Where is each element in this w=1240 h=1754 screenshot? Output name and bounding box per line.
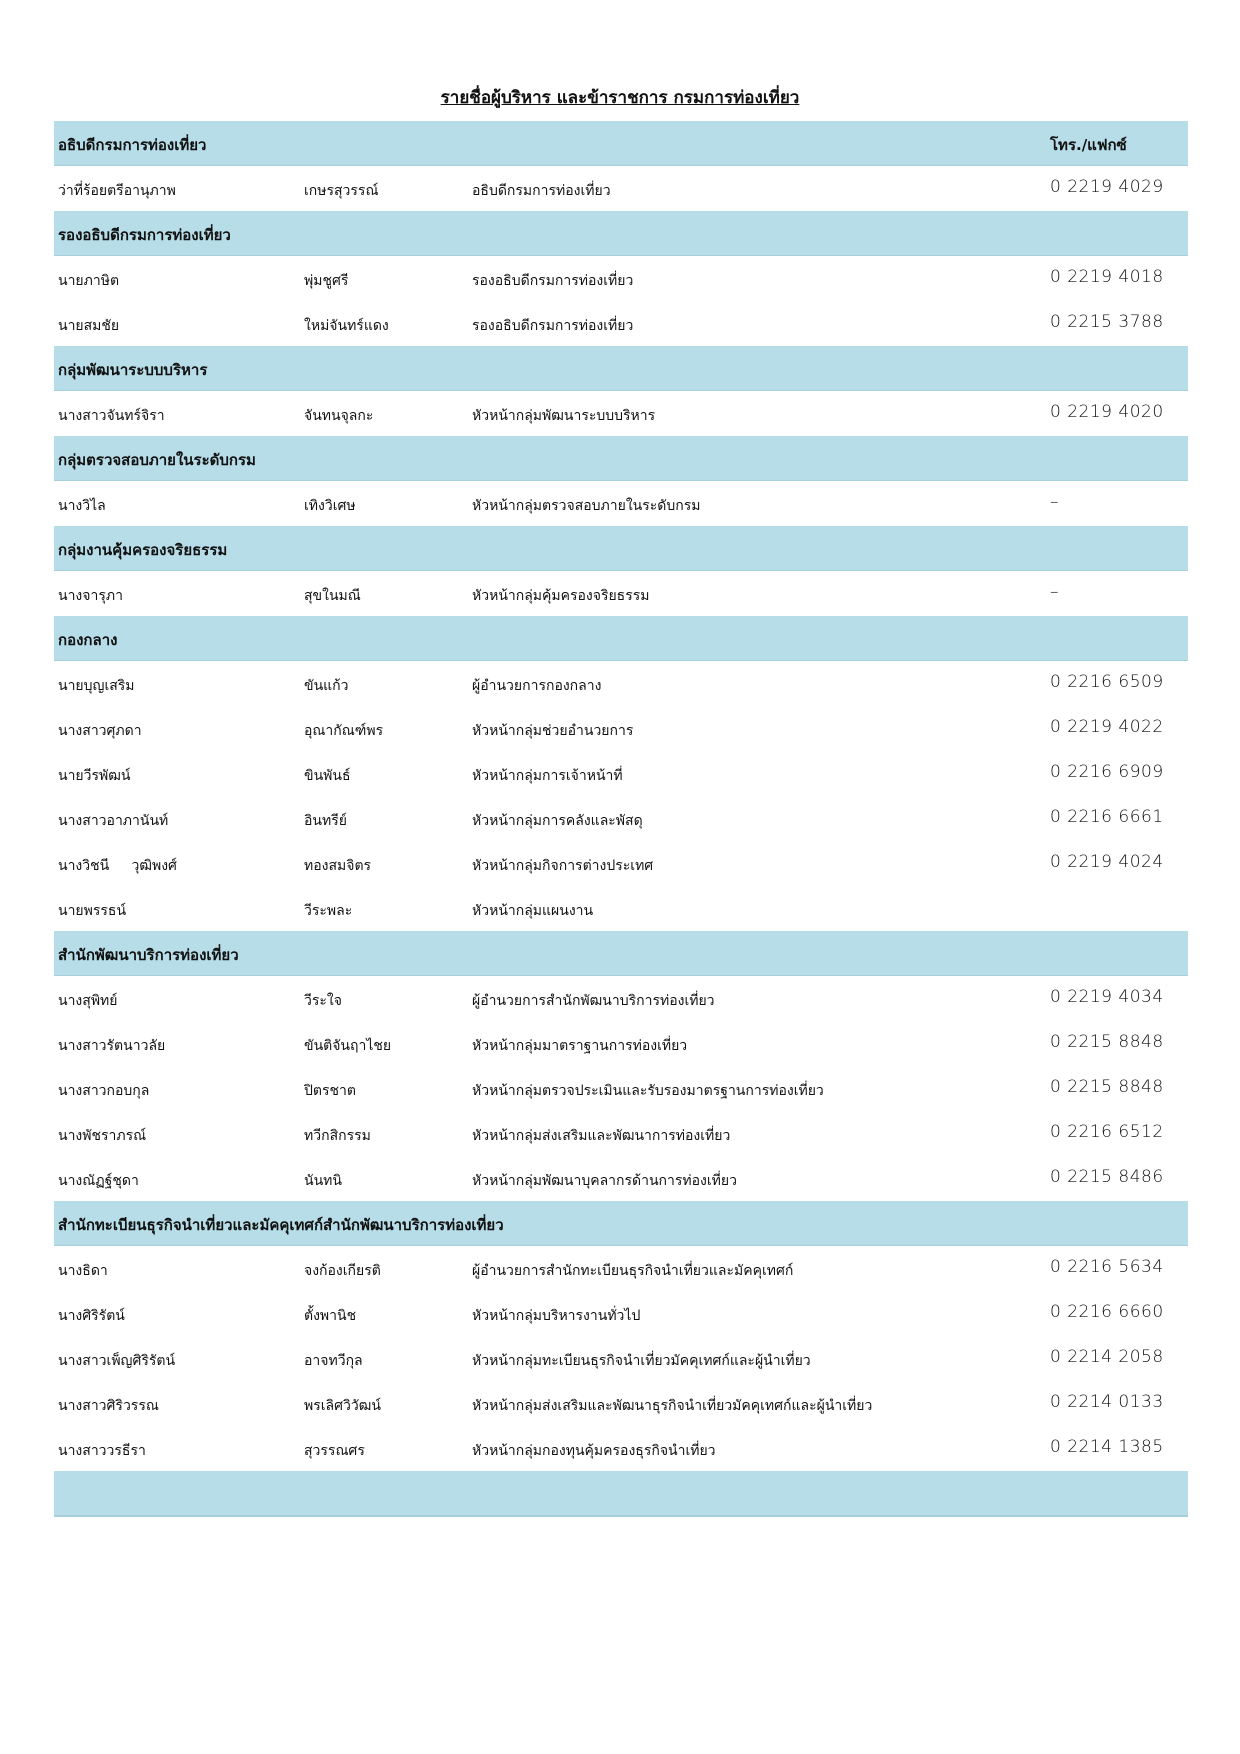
position: หัวหน้ากลุ่มบริหารงานทั่วไป [472, 1308, 641, 1324]
first-name: นางสาววรธีรา [58, 1443, 146, 1459]
first-name: นางธิดา [58, 1263, 108, 1279]
last-name: วีระพละ [304, 903, 353, 919]
table-row [54, 1066, 1188, 1111]
last-name: จันทนจุลกะ [304, 408, 374, 424]
position: หัวหน้ากลุ่มทะเบียนธุรกิจนำเที่ยวมัคคุเทศก์และผู้นำเที่ยว [472, 1353, 811, 1369]
staff-table [54, 121, 1188, 1517]
phone: 0 2215 3788 [1050, 312, 1164, 332]
section-header [54, 211, 1188, 256]
position: ผู้อำนวยการสำนักทะเบียนธุรกิจนำเที่ยวและมัคคุเทศก์ [472, 1263, 794, 1279]
table-row [54, 841, 1188, 886]
first-name: นางณัฏฐ์ชุดา [58, 1173, 139, 1189]
first-name: นางสุพิทย์ [58, 993, 118, 1009]
phone: 0 2215 8486 [1050, 1167, 1164, 1187]
phone: 0 2216 6909 [1050, 762, 1164, 782]
table-row [54, 1336, 1188, 1381]
last-name: อุณากัณฑ์พร [304, 723, 384, 739]
position: หัวหน้ากลุ่มมาตราฐานการท่องเที่ยว [472, 1038, 688, 1054]
phone: 0 2219 4020 [1050, 402, 1164, 422]
position: หัวหน้ากลุ่มส่งเสริมและพัฒนาการท่องเที่ยว [472, 1128, 731, 1144]
table-row [54, 166, 1188, 211]
first-name: ว่าที่ร้อยตรีอานุภาพ [58, 183, 176, 199]
position: หัวหน้ากลุ่มช่วยอำนวยการ [472, 723, 634, 739]
last-name: วีระใจ [304, 993, 342, 1009]
table-row [54, 751, 1188, 796]
first-name: นางสาวกอบกุล [58, 1083, 150, 1099]
phone: 0 2215 8848 [1050, 1077, 1164, 1097]
first-name: นายวีรพัฒน์ [58, 768, 131, 784]
last-name: เทิงวิเศษ [304, 498, 356, 514]
last-name: นันทนิ [304, 1173, 342, 1189]
position: หัวหน้ากลุ่มพัฒนาบุคลากรด้านการท่องเที่ยว [472, 1173, 737, 1189]
last-name: พรเลิศวิวัฒน์ [304, 1398, 381, 1414]
position: หัวหน้ากลุ่มการคลังและพัสดุ [472, 813, 643, 829]
last-name: ขันติจันฤาไชย [304, 1038, 392, 1054]
first-name: นางสาวจันทร์จิรา [58, 408, 165, 424]
first-name: นางสาวศิริวรรณ [58, 1398, 159, 1414]
phone: 0 2214 0133 [1050, 1392, 1164, 1412]
phone: 0 2216 6512 [1050, 1122, 1164, 1142]
table-row [54, 256, 1188, 301]
table-row [54, 391, 1188, 436]
last-name: ทวีกสิกรรม [304, 1128, 371, 1144]
first-name: นางสาวศุภดา [58, 723, 142, 739]
phone: 0 2214 1385 [1050, 1437, 1164, 1457]
table-row [54, 661, 1188, 706]
first-name: นายภาษิต [58, 273, 120, 289]
phone: 0 2216 5634 [1050, 1257, 1164, 1277]
last-name: สุขในมณี [304, 588, 361, 604]
section-title: สำนักทะเบียนธุรกิจนำเที่ยวและมัคคุเทศก์สำนักพัฒนาบริการท่องเที่ยว [58, 1216, 504, 1234]
position: หัวหน้ากลุ่มตรวจประเมินและรับรองมาตรฐานการท่องเที่ยว [472, 1083, 824, 1099]
position: หัวหน้ากลุ่มกิจการต่างประเทศ [472, 858, 654, 874]
position: หัวหน้ากลุ่มคุ้มครองจริยธรรม [472, 588, 650, 604]
table-row [54, 1021, 1188, 1066]
last-name: ทองสมจิตร [304, 858, 372, 874]
position: รองอธิบดีกรมการท่องเที่ยว [472, 273, 634, 289]
section-header [54, 931, 1188, 976]
section-title: กลุ่มตรวจสอบภายในระดับกรม [58, 451, 256, 469]
position: หัวหน้ากลุ่มตรวจสอบภายในระดับกรม [472, 498, 701, 514]
table-footer-band [54, 1471, 1188, 1517]
phone: 0 2216 6661 [1050, 807, 1164, 827]
last-name: ตั้งพานิช [304, 1308, 357, 1324]
section-title: กลุ่มงานคุ้มครองจริยธรรม [58, 541, 228, 559]
section-title: สำนักพัฒนาบริการท่องเที่ยว [58, 946, 239, 964]
phone: – [1050, 492, 1059, 512]
phone: 0 2215 8848 [1050, 1032, 1164, 1052]
first-name: นางวิชนี วุฒิพงศ์ [58, 858, 177, 874]
first-name: นายบุญเสริม [58, 678, 135, 694]
table-row [54, 481, 1188, 526]
position: รองอธิบดีกรมการท่องเที่ยว [472, 318, 634, 334]
phone: 0 2216 6509 [1050, 672, 1164, 692]
last-name: ขันแก้ว [304, 678, 349, 694]
table-row [54, 1291, 1188, 1336]
phone: – [1050, 582, 1059, 602]
last-name: อินทรีย์ [304, 813, 347, 829]
phone: 0 2219 4018 [1050, 267, 1164, 287]
table-row [54, 706, 1188, 751]
table-row [54, 301, 1188, 346]
last-name: อาจทวีกุล [304, 1353, 363, 1369]
last-name: จงก้องเกียรติ [304, 1263, 381, 1279]
section-header [54, 616, 1188, 661]
section-title: กลุ่มพัฒนาระบบบริหาร [58, 361, 208, 379]
last-name: ใหม่จันทร์แดง [304, 318, 389, 334]
phone: 0 2216 6660 [1050, 1302, 1164, 1322]
position: อธิบดีกรมการท่องเที่ยว [472, 183, 611, 199]
position: หัวหน้ากลุ่มพัฒนาระบบบริหาร [472, 408, 656, 424]
table-row [54, 1156, 1188, 1201]
last-name: เกษรสุวรรณ์ [304, 183, 379, 199]
section-title: กองกลาง [58, 631, 118, 649]
section-header [54, 1201, 1188, 1246]
table-row [54, 796, 1188, 841]
first-name: นางสาวเพ็ญศิริรัตน์ [58, 1353, 176, 1369]
phone-column-header: โทร./แฟกซ์ [1050, 136, 1127, 154]
section-header [54, 121, 1188, 166]
position: หัวหน้ากลุ่มการเจ้าหน้าที่ [472, 768, 623, 784]
position: หัวหน้ากลุ่มแผนงาน [472, 903, 594, 919]
phone: 0 2219 4024 [1050, 852, 1164, 872]
table-row [54, 1381, 1188, 1426]
first-name: นางพัชราภรณ์ [58, 1128, 147, 1144]
phone: 0 2219 4022 [1050, 717, 1164, 737]
position: หัวหน้ากลุ่มส่งเสริมและพัฒนาธุรกิจนำเที่ยวมัคคุเทศก์และผู้นำเที่ยว [472, 1398, 873, 1414]
first-name: นางศิริรัตน์ [58, 1308, 125, 1324]
last-name: สุวรรณศร [304, 1443, 365, 1459]
first-name: นางสาวอาภานันท์ [58, 813, 169, 829]
last-name: พุ่มชูศรี [304, 273, 349, 289]
table-row [54, 976, 1188, 1021]
document-title: รายชื่อผู้บริหาร และข้าราชการ กรมการท่องเที่ยว [440, 88, 800, 108]
section-header [54, 346, 1188, 391]
position: ผู้อำนวยการสำนักพัฒนาบริการท่องเที่ยว [472, 993, 715, 1009]
first-name: นางสาวรัตนาวลัย [58, 1038, 166, 1054]
first-name: นางวิไล [58, 498, 106, 514]
table-row [54, 886, 1188, 931]
section-title: รองอธิบดีกรมการท่องเที่ยว [58, 226, 231, 244]
position: หัวหน้ากลุ่มกองทุนคุ้มครองธุรกิจนำเที่ยว [472, 1443, 716, 1459]
first-name: นายสมชัย [58, 318, 120, 334]
first-name: นายพรรธน์ [58, 903, 127, 919]
phone: 0 2214 2058 [1050, 1347, 1164, 1367]
position: ผู้อำนวยการกองกลาง [472, 678, 602, 694]
first-name: นางจารุภา [58, 588, 123, 604]
table-row [54, 571, 1188, 616]
phone: 0 2219 4034 [1050, 987, 1164, 1007]
section-header [54, 436, 1188, 481]
last-name: ขินพันธ์ [304, 768, 351, 784]
table-row [54, 1426, 1188, 1471]
table-row [54, 1111, 1188, 1156]
last-name: ปิตรชาต [304, 1083, 356, 1099]
section-header [54, 526, 1188, 571]
section-title: อธิบดีกรมการท่องเที่ยว [58, 136, 207, 154]
table-row [54, 1246, 1188, 1291]
phone: 0 2219 4029 [1050, 177, 1164, 197]
